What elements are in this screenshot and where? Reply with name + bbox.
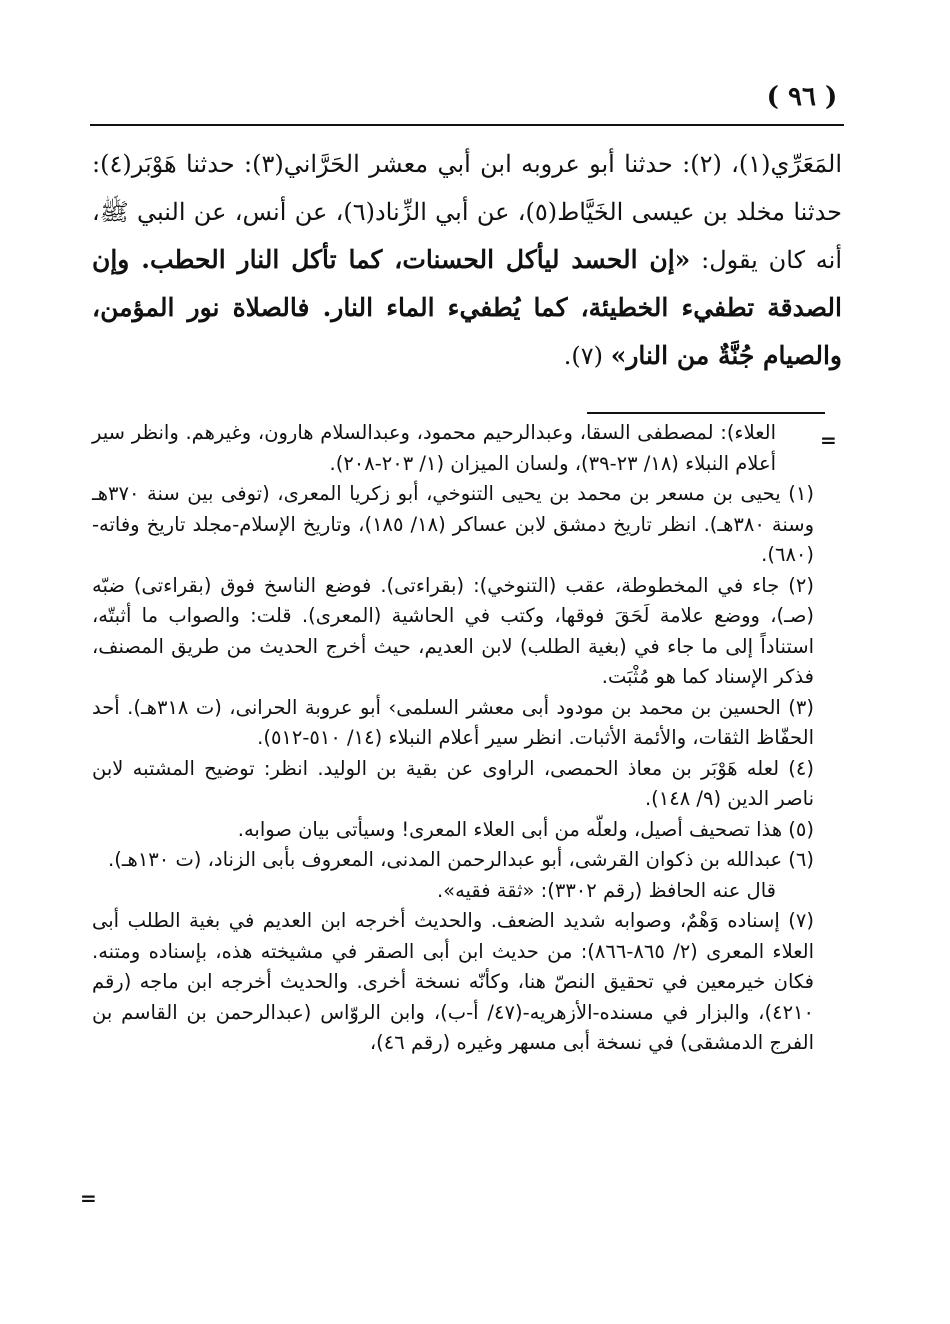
page-number: ( ٩٦ ) xyxy=(766,82,838,112)
footnote-separator xyxy=(587,412,825,414)
main-text-block xyxy=(92,140,842,380)
footnote-1: (١) يحيى بن مسعر بن محمد بن يحيى التنوخي، أبو زكريا المعرى، (توفى بين سنة ٣٧٠هـ وسنة ٣٨٠هـ). انظر تاريخ دمشق لابن عساكر (١٨/ ١٨٥)، وتاريخ الإسلام-مجلد تاريخ وفاته-(٦٨٠). xyxy=(92,482,814,566)
footnote-6-extra: قال عنه الحافظ (رقم ٣٣٠٢): «ثقة فقيه». xyxy=(436,878,776,902)
footnote-3: (٣) الحسين بن محمد بن مودود أبى معشر السلمى› أبو عروبة الحرانى، (ت ٣١٨هـ). أحد الحفّاظ الثقات، والأئمة الأثبات. انظر سير أعلام النبلاء (١٤/ ٥١٠-٥١٢). xyxy=(92,695,814,749)
footnote-5: (٥) هذا تصحيف أصيل، ولعلّه من أبى العلاء المعرى! وسيأتى بيان صوابه. xyxy=(237,817,814,841)
continuation-symbol: = xyxy=(820,428,837,452)
isnad-text: المَعَرِّي(١)، (٢): حدثنا أبو عروبه ابن أبي معشر الحَرَّاني(٣): حدثنا هَوْبَر(٤): حدثنا مخلد بن عيسى الخَيَّاط(٥)، عن أبي الزِّناد(٦)، عن أنس، عن النبي ﷺ، أنه كان يقول: xyxy=(92,150,842,274)
hadith-paragraph xyxy=(92,140,842,380)
footnote-6: (٦) عبدالله بن ذكوان القرشى، أبو عبدالرحمن المدنى، المعروف بأبى الزناد، (ت ١٣٠هـ). xyxy=(108,848,814,871)
footnote-2: (٢) جاء في المخطوطة، عقب (التنوخي): (بقراءتى). فوضع الناسخ فوق (بقراءتى) ضبّه (صـ)، ووضع علامة لَحَقَ فوقها، وكتب في الحاشية (المعرى). قلت: والصواب ما أثبتّه، استناداً إلى ما جاء في (بغية الطلب) لابن العديم، حيث أخرج الحديث من طريق المصنف، فذكر الإسناد كما هو مُثْبَت. xyxy=(92,573,814,688)
header-rule xyxy=(90,124,844,126)
footnote-7: (٧) إسناده وَهْمٌ، وصوابه شديد الضعف. والحديث أخرجه ابن العديم في بغية الطلب أبى العلاء المعرى (٢/ ٨٦٥-٨٦٦): من حديث ابن أبى الصقر في مشيخته هذه، بإسناده ومتنه. فكان خيرمعين في تحقيق النصّ هنا، وكأنّه نسخة أخرى. والحديث أخرجه ابن ماجه (رقم ٤٢١٠)، والبزار في مسنده-الأزهريه-(٤٧/ أ-ب)، وابن الروّاس (عبدالرحمن بن القاسم بن الفرج الدمشقى) في نسخة أبى مسهر وغيره (رقم ٤٦)، xyxy=(92,909,814,1054)
hadith-footnote-ref: (٧). xyxy=(563,342,604,370)
footnotes-block xyxy=(92,418,814,1059)
hadith-matn: «إن الحسد ليأكل الحسنات، كما تأكل النار الحطب. وإن الصدقة تطفيء الخطيئة، كما يُطفيء الماء النار. فالصلاة نور المؤمن، والصيام جُنَّةٌ من النار» xyxy=(92,245,842,370)
footnote-continued: العلاء): لمصطفى السقا، وعبدالرحيم محمود، وعبدالسلام هارون، وغيرهم. وانظر سير أعلام النبلاء (١٨/ ٢٣-٣٩)، ولسان الميزان (١/ ٢٠٣-٢٠٨). xyxy=(92,421,776,475)
footnote-4: (٤) لعله هَوْبَر بن معاذ الحمصى، الراوى عن بقية بن الوليد. انظر: توضيح المشتبه لابن ناصر الدين (٩/ ١٤٨). xyxy=(92,756,814,810)
end-continuation-symbol: = xyxy=(80,1186,97,1210)
